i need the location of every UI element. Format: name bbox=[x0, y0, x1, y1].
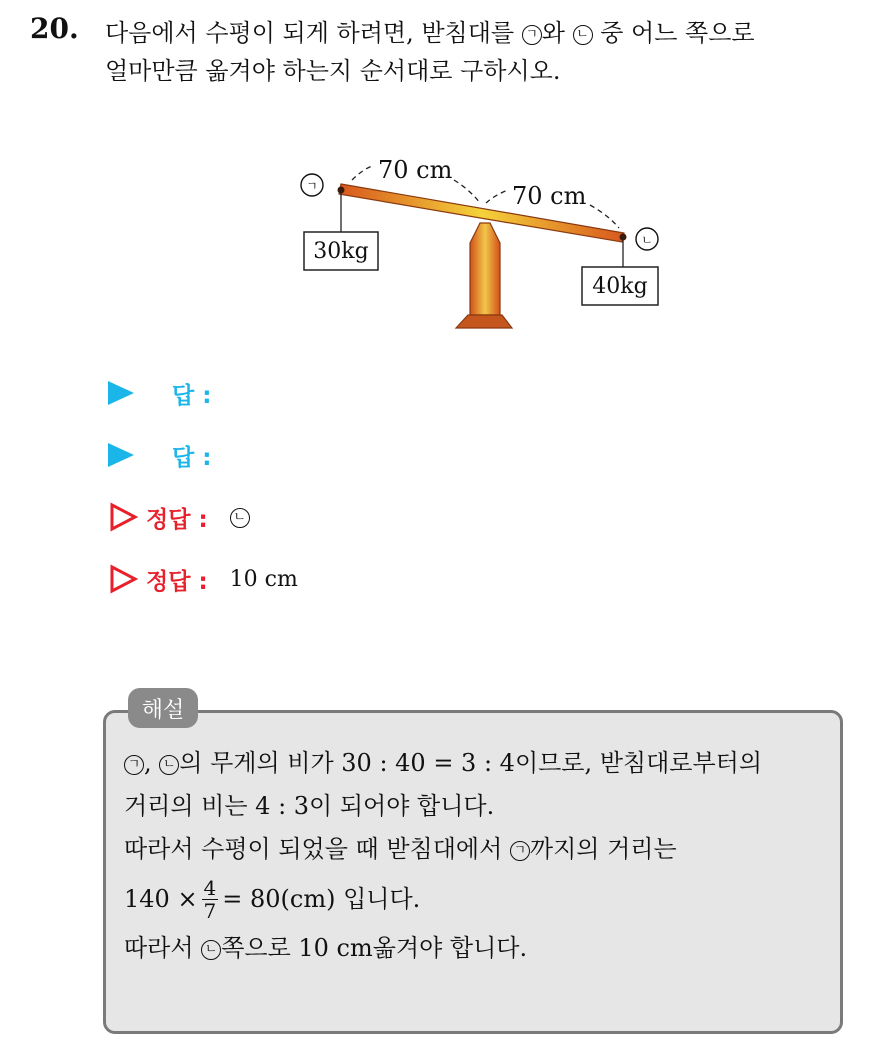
correct-answer-row-1 bbox=[108, 499, 250, 535]
right-mark: ㄴ bbox=[641, 233, 653, 247]
explanation-text bbox=[124, 742, 824, 970]
mark-nieun: ㄴ bbox=[573, 25, 593, 45]
question-line1-c: 중 어느 쪽으로 bbox=[600, 19, 755, 47]
fulcrum-post bbox=[470, 223, 500, 315]
explanation-line-4-a: 140 × bbox=[124, 884, 198, 913]
explanation-line-5-a: 따라서 bbox=[124, 934, 194, 962]
explanation-line-1-text: 의 무게의 비가 30 : 40 = 3 : 4이므로, 받침대로부터의 bbox=[179, 749, 763, 777]
correct-answer-row-2 bbox=[108, 561, 298, 597]
question-number: 20. bbox=[30, 12, 79, 45]
seesaw-figure bbox=[290, 150, 680, 335]
red-triangle-outline-icon bbox=[108, 502, 138, 532]
explanation-line-4-b: = 80(cm) 입니다. bbox=[222, 884, 421, 913]
correct-answer-value-1: ㄴ bbox=[230, 508, 250, 528]
question-line1-a: 다음에서 수평이 되게 하려면, 받침대를 bbox=[105, 19, 515, 47]
blue-triangle-icon bbox=[108, 443, 134, 467]
explanation-line-3 bbox=[124, 828, 824, 871]
blue-triangle-icon bbox=[108, 381, 134, 405]
right-distance-label: 70 cm bbox=[512, 182, 587, 210]
red-triangle-outline-icon bbox=[108, 564, 138, 594]
right-weight-label: 40kg bbox=[592, 274, 648, 299]
mark-giyeok: ㄱ bbox=[522, 25, 542, 45]
explanation-line-3-a: 따라서 수평이 되었을 때 받침대에서 bbox=[124, 835, 503, 863]
question-text bbox=[105, 14, 870, 90]
mark-nieun: ㄴ bbox=[159, 755, 179, 775]
explanation-line-5 bbox=[124, 927, 824, 970]
explanation-line-4 bbox=[124, 871, 824, 927]
answer-row-1 bbox=[108, 375, 211, 411]
question-line1-b: 와 bbox=[541, 19, 565, 47]
separator: , bbox=[144, 749, 152, 777]
correct-answer-label-1: 정답 : bbox=[146, 506, 208, 533]
explanation-line-5-b: 쪽으로 10 cm옮겨야 합니다. bbox=[221, 934, 528, 962]
explanation-tag: 해설 bbox=[128, 688, 198, 728]
fraction-numerator: 4 bbox=[203, 875, 217, 900]
fulcrum-base bbox=[456, 315, 512, 328]
correct-answer-label-2: 정답 : bbox=[146, 568, 208, 595]
mark-nieun: ㄴ bbox=[201, 940, 221, 960]
question-line2: 얼마만큼 옮겨야 하는지 순서대로 구하시오. bbox=[105, 57, 561, 85]
fraction-denominator: 7 bbox=[203, 898, 217, 923]
left-mark: ㄱ bbox=[306, 179, 318, 193]
left-weight-label: 30kg bbox=[313, 239, 369, 264]
correct-answer-value-2: 10 cm bbox=[229, 566, 298, 592]
explanation-line-1 bbox=[124, 742, 824, 785]
fraction bbox=[202, 877, 219, 922]
answer-label-1: 답 : bbox=[172, 382, 212, 409]
mark-giyeok: ㄱ bbox=[510, 841, 530, 861]
answer-label-2: 답 : bbox=[172, 444, 212, 471]
left-distance-label: 70 cm bbox=[378, 156, 453, 184]
explanation-line-2: 거리의 비는 4 : 3이 되어야 합니다. bbox=[124, 792, 495, 820]
mark-giyeok: ㄱ bbox=[124, 755, 144, 775]
answer-row-2 bbox=[108, 437, 211, 473]
explanation-line-3-b: 까지의 거리는 bbox=[529, 835, 677, 863]
